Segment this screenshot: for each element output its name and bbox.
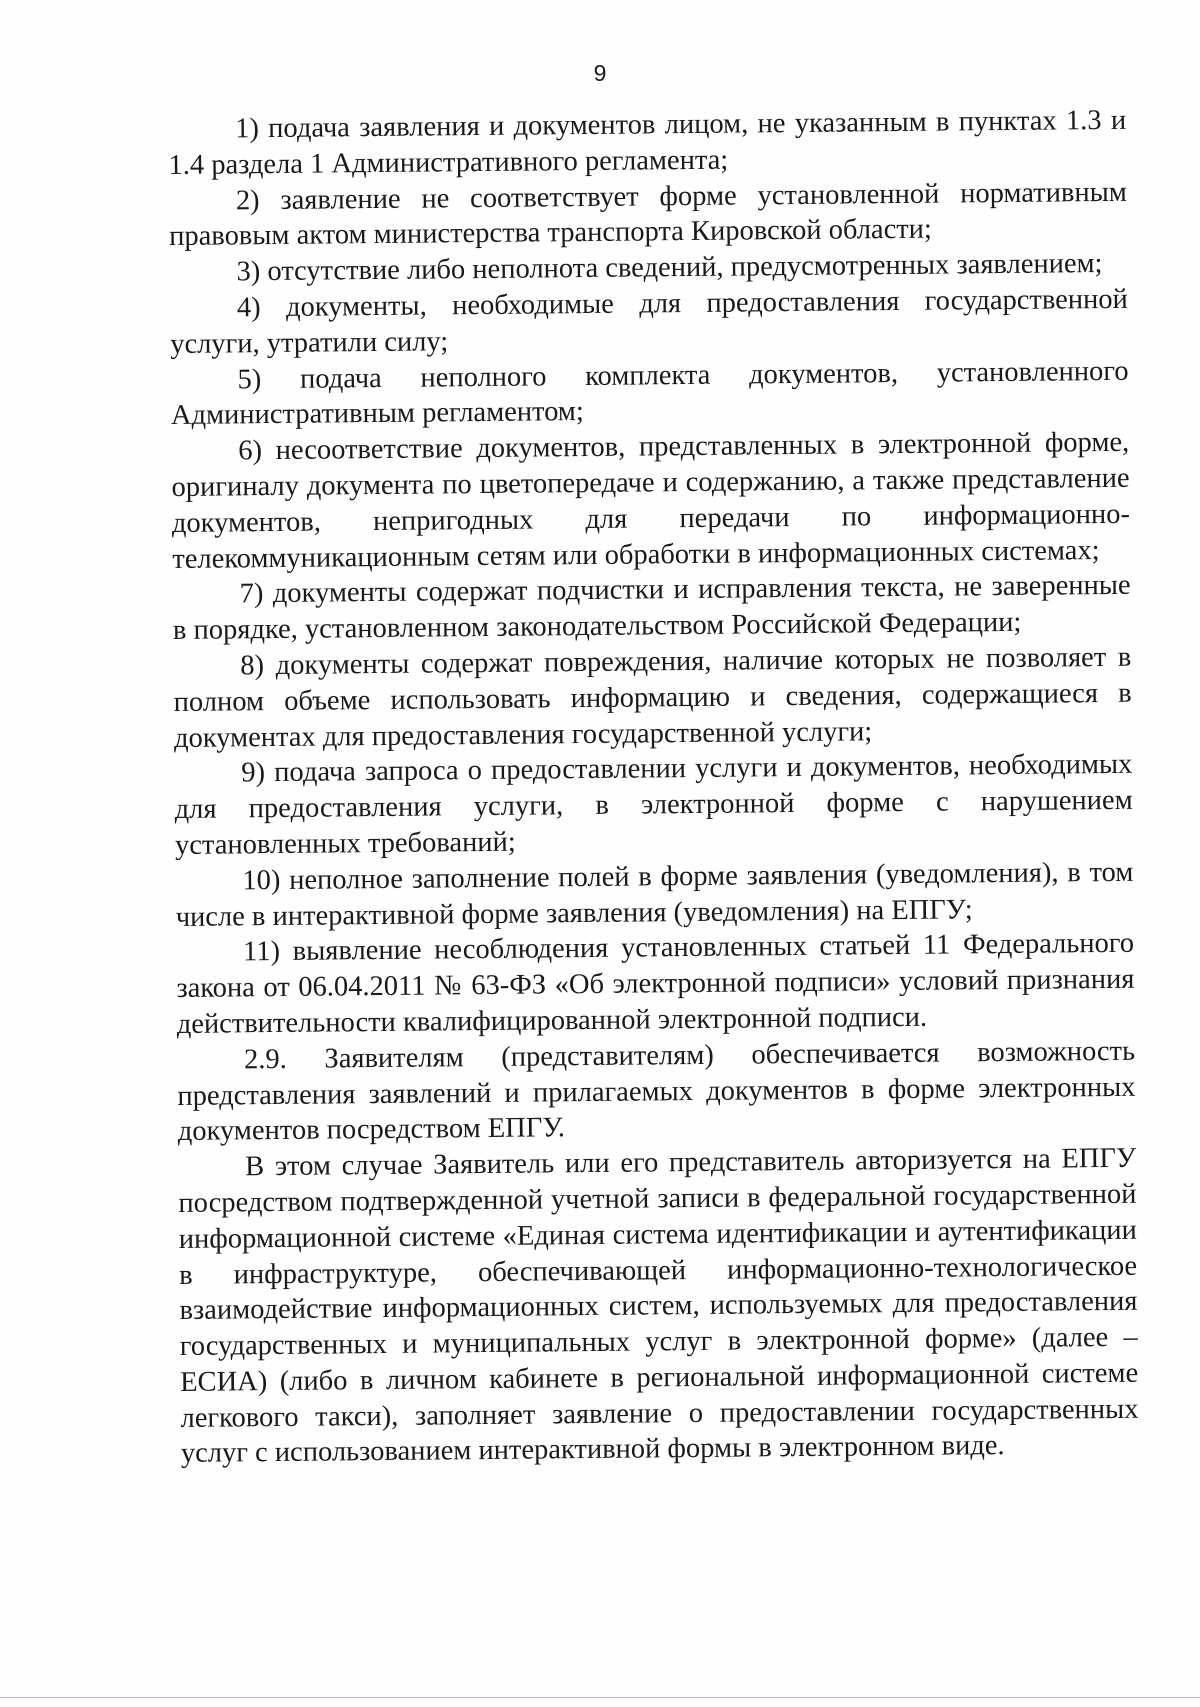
section-2-9-paragraph: 2.9. Заявителям (представителям) обеспечивается возможность представления заявлений и прилагаемых документов в форме электронных документов посредством ЕПГУ. [177, 1035, 1136, 1148]
list-item-7: 7) документы содержат подчистки и исправления текста, не заверенные в порядке, установленном законодательством Российской Федерации; [172, 570, 1131, 647]
list-item-6: 6) несоответствие документов, представленных в электронной форме, оригиналу документа по цветопередаче и содержанию, а также представление документов, непригодных для передачи по информационно-телекоммуникационным сетям или обработки в информационных системах; [171, 426, 1131, 575]
esia-authorization-paragraph: В этом случае Заявитель или его представитель авторизуется на ЕПГУ посредством подтвержденной учетной записи в федеральной государственной информационной системе «Единая система идентификации и аутентификации в инфраструктуре, обеспечивающей информационно-технологическое взаимодействие информационных систем, используемых для предоставления государственных и муниципальных услуг в электронной форме» (далее – ЕСИА) (либо в личном кабинете в региональной информационной системе легкового такси), заполняет заявление о предоставлении государственных услуг с использованием интерактивной формы в электронном виде. [178, 1142, 1139, 1470]
list-item-5: 5) подача неполного комплекта документов, установленного Административным регламентом; [170, 355, 1129, 432]
list-item-2: 2) заявление не соответствует форме установленной нормативным правовым актом министерства транспорта Кировской области; [169, 176, 1127, 253]
list-item-9: 9) подача запроса о предоставлении услуги и документов, необходимых для предоставления услуги, в электронной форме с нарушением установленных требований; [174, 749, 1133, 861]
list-item-4: 4) документы, необходимые для предоставления государственной услуги, утратили силу; [170, 283, 1128, 360]
page-number: 9 [593, 60, 607, 86]
list-item-8: 8) документы содержат повреждения, наличие которых не позволяет в полном объеме использовать информацию и сведения, содержащиеся в документах для предоставления государственной услуги; [173, 641, 1132, 754]
scan-edge-line [0, 1697, 1200, 1698]
list-item-1: 1) подача заявления и документов лицом, не указанным в пунктах 1.3 и 1.4 раздела 1 Административного регламента; [168, 104, 1127, 181]
list-item-3: 3) отсутствие либо неполнота сведений, предусмотренных заявлением; [236, 248, 1103, 288]
list-item-11: 11) выявление несоблюдения установленных статьей 11 Федерального закона от 06.04.2011 № 63-ФЗ «Об электронной подписи» условий признания действительности квалифицированной электронной подписи. [176, 928, 1135, 1040]
document-body [168, 103, 1139, 1472]
list-item-10: 10) неполное заполнение полей в форме заявления (уведомления), в том числе в интерактивной форме заявления (уведомления) на ЕПГУ; [175, 856, 1134, 933]
